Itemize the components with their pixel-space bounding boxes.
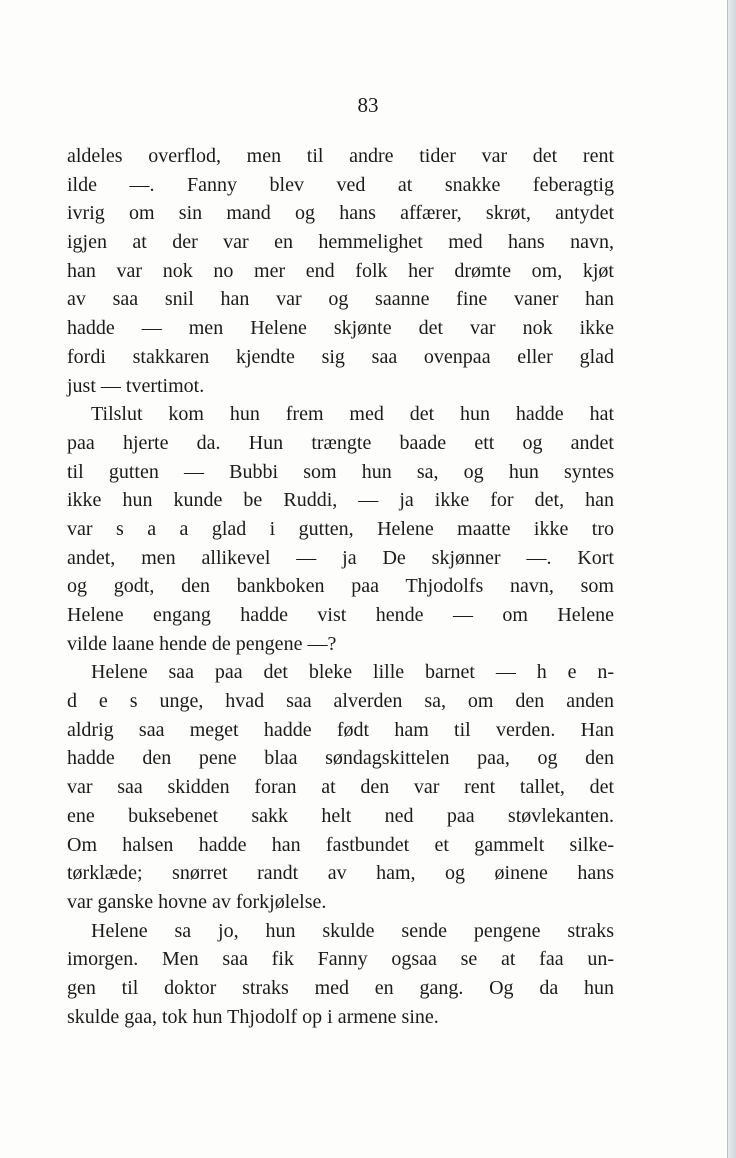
text-line: ilde —. Fanny blev ved at snakke feberagtig: [67, 173, 614, 196]
text-line: tørklæde; snørret randt av ham, og øinene hans: [67, 862, 614, 885]
text-line: Helene saa paa det bleke lille barnet — h e n-: [91, 661, 614, 684]
text-line: aldeles overflod, men til andre tider var det rent: [67, 145, 614, 167]
text-line: ivrig om sin mand og hans affærer, skrøt, antydet: [67, 202, 614, 225]
text-line: Om halsen hadde han fastbundet et gammelt silke-: [67, 833, 614, 856]
text-line: andet, men allikevel — ja De skjønner —. Kort: [67, 546, 614, 569]
text-line: ene buksebenet sakk helt ned paa støvlekanten.: [67, 804, 614, 827]
text-line: var saa skidden foran at den var rent tallet, det: [67, 776, 614, 799]
text-line: vilde laane hende de pengene —?: [67, 632, 337, 655]
text-line: just — tvertimot.: [67, 374, 205, 397]
text-line: var ganske hovne av forkjølelse.: [67, 890, 327, 913]
text-line: til gutten — Bubbi som hun sa, og hun syntes: [67, 460, 614, 483]
text-line: gen til doktor straks med en gang. Og da hun: [67, 976, 614, 999]
text-line: var s a a glad i gutten, Helene maatte ikke tro: [67, 517, 614, 540]
text-line: hadde — men Helene skjønte det var nok ikke: [67, 317, 614, 340]
body-text: [67, 142, 614, 1031]
text-line: skulde gaa, tok hun Thjodolf op i armene sine.: [67, 1005, 439, 1028]
text-line: Helene sa jo, hun skulde sende pengene straks: [91, 919, 614, 942]
text-line: Tilslut kom hun frem med det hun hadde hat: [91, 403, 614, 426]
text-line: Helene engang hadde vist hende — om Helene: [67, 604, 614, 626]
text-line: fordi stakkaren kjendte sig saa ovenpaa eller glad: [67, 345, 614, 368]
text-line: og godt, den bankboken paa Thjodolfs navn, som: [67, 575, 614, 598]
text-line: d e s unge, hvad saa alverden sa, om den anden: [67, 690, 614, 713]
text-line: aldrig saa meget hadde født ham til verden. Han: [67, 718, 614, 741]
text-line: hadde den pene blaa søndagskittelen paa, og den: [67, 747, 614, 770]
page-edge: [727, 0, 736, 1158]
text-line: han var nok no mer end folk her drømte om, kjøt: [67, 259, 614, 282]
text-line: ikke hun kunde be Ruddi, — ja ikke for det, han: [67, 489, 614, 512]
text-line: paa hjerte da. Hun trængte baade ett og andet: [67, 431, 614, 454]
text-line: igjen at der var en hemmelighet med hans navn,: [67, 231, 614, 254]
text-line: av saa snil han var og saanne fine vaner han: [67, 288, 614, 311]
page-number: 83: [357, 93, 379, 117]
text-line: imorgen. Men saa fik Fanny ogsaa se at faa un-: [67, 948, 614, 971]
